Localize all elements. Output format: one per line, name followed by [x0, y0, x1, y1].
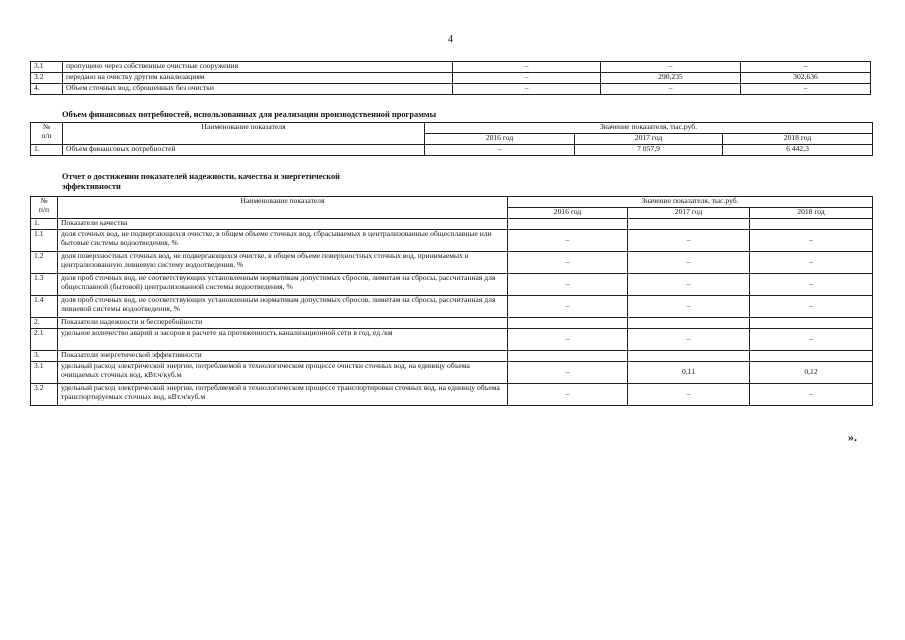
year-header-2016: 2016 год — [508, 208, 628, 219]
row-number: 2.1 — [31, 329, 58, 351]
value-2016: – — [508, 230, 628, 252]
num-header: № п/п — [31, 123, 63, 145]
value-2016: – — [453, 84, 601, 95]
row-number: 3. — [31, 351, 58, 362]
row-name: удельный расход электрической энергии, потребляемой в технологическом процессе очистки сточных вод, на единицу объема очищаемых сточных вод, кВт.ч/куб.м — [58, 362, 508, 384]
name-header: Наименование показателя — [58, 197, 508, 219]
value-2017: – — [628, 230, 750, 252]
table-row — [31, 73, 871, 84]
value-2017: 7 057,9 — [575, 145, 723, 156]
row-name: Показатели энергетической эффективности — [58, 351, 508, 362]
row-number: 1.3 — [31, 274, 58, 296]
row-name: доля сточных вод, не подвергающихся очистке, в общем объеме сточных вод, сбрасываемых в централизованные общесплавные или бытовые системы водоотведения, % — [58, 230, 508, 252]
value-2018: 6 442,3 — [723, 145, 873, 156]
value-2018: – — [750, 329, 873, 351]
value-2016: – — [508, 274, 628, 296]
table-row — [31, 274, 873, 296]
row-name: пропущено через собственные очистные сооружения — [63, 62, 453, 73]
table-row — [31, 362, 873, 384]
section-row — [31, 219, 873, 230]
value-2018: – — [750, 274, 873, 296]
year-header-2018: 2018 год — [750, 208, 873, 219]
value-2017: – — [628, 329, 750, 351]
row-number: 1. — [31, 145, 63, 156]
year-header-2016: 2016 год — [425, 134, 575, 145]
row-name: Показатели надежности и бесперебойности — [58, 318, 508, 329]
value-2017: 0,11 — [628, 362, 750, 384]
value-2016 — [508, 318, 628, 329]
row-name: Объем сточных вод, сброшенных без очистки — [63, 84, 453, 95]
value-2016: – — [508, 329, 628, 351]
section-row — [31, 318, 873, 329]
table-row — [31, 296, 873, 318]
year-header-2017: 2017 год — [628, 208, 750, 219]
value-2017: – — [601, 84, 741, 95]
value-2018: – — [741, 62, 871, 73]
value-2018: – — [750, 252, 873, 274]
row-number: 1. — [31, 219, 58, 230]
row-name: доля поверхностных сточных вод, не подвергающихся очистке, в общем объеме поверхностных сточных вод, принимаемых в централизованную ливневую систему водоотведения, % — [58, 252, 508, 274]
value-2016: – — [508, 252, 628, 274]
value-2017: – — [628, 274, 750, 296]
row-name: доля проб сточных вод, не соответствующих установленным нормативам допустимых сбросов, лимитам на сбросы, рассчитанная для общесплавной (бытовой) централизованной системы водоотведения, % — [58, 274, 508, 296]
row-number: 3.1 — [31, 62, 63, 73]
value-2018: – — [750, 230, 873, 252]
value-2017: – — [628, 296, 750, 318]
value-2018: – — [750, 384, 873, 406]
row-number: 1.4 — [31, 296, 58, 318]
value-2017 — [628, 219, 750, 230]
value-2017 — [628, 351, 750, 362]
year-header-2017: 2017 год — [575, 134, 723, 145]
value-2016: – — [508, 296, 628, 318]
value-2016: – — [453, 73, 601, 84]
financial-needs-table — [30, 122, 873, 156]
header-row — [31, 197, 873, 208]
row-number: 3.2 — [31, 384, 58, 406]
value-2017: – — [628, 252, 750, 274]
closing-quote-mark: ». — [848, 430, 857, 444]
row-name: передано на очистку другим канализациям — [63, 73, 453, 84]
value-2018 — [750, 318, 873, 329]
reliability-indicators-table — [30, 196, 873, 406]
table-row — [31, 384, 873, 406]
num-header: № п/п — [31, 197, 58, 219]
row-number: 2. — [31, 318, 58, 329]
value-2016: – — [508, 384, 628, 406]
table-row — [31, 230, 873, 252]
value-2018 — [750, 219, 873, 230]
value-group-header: Значение показателя, тыс.руб. — [508, 197, 873, 208]
financial-needs-title: Объем финансовых потребностей, использованных для реализации производственной программы — [62, 110, 437, 119]
value-2017 — [628, 318, 750, 329]
row-name: удельный расход электрической энергии, потребляемой в технологическом процессе транспортировки сточных вод, на единицу объема транспортируемых сточных вод, кВт.ч/куб.м — [58, 384, 508, 406]
value-group-header: Значение показателя, тыс.руб. — [425, 123, 873, 134]
reliability-report-title: Отчет о достижении показателей надежности, качества и энергетической эффективности — [62, 172, 340, 192]
row-name: Объем финансовых потребностей — [63, 145, 425, 156]
table-row — [31, 145, 873, 156]
row-number: 1.2 — [31, 252, 58, 274]
row-number: 4. — [31, 84, 63, 95]
table-row — [31, 62, 871, 73]
year-header-2018: 2018 год — [723, 134, 873, 145]
header-row — [31, 123, 873, 134]
row-name: Показатели качества — [58, 219, 508, 230]
row-name: доля проб сточных вод, не соответствующих установленным нормативам допустимых сбросов, лимитам на сбросы, рассчитанная для ливневой системы водоотведения, % — [58, 296, 508, 318]
section-row — [31, 351, 873, 362]
value-2016: – — [453, 62, 601, 73]
value-2018: – — [741, 84, 871, 95]
row-number: 3.1 — [31, 362, 58, 384]
row-number: 1.1 — [31, 230, 58, 252]
value-2016 — [508, 219, 628, 230]
value-2018: – — [750, 296, 873, 318]
name-header: Наименование показателя — [63, 123, 425, 145]
value-2016 — [508, 351, 628, 362]
page-number: 4 — [448, 34, 453, 45]
value-2016: – — [508, 362, 628, 384]
value-2017: – — [601, 62, 741, 73]
value-2017: 290,235 — [601, 73, 741, 84]
value-2017: – — [628, 384, 750, 406]
table-row — [31, 252, 873, 274]
value-2018 — [750, 351, 873, 362]
row-name: удельное количество аварий и засоров в расчете на протяженность канализационной сети в год, ед./км — [58, 329, 508, 351]
table-row — [31, 84, 871, 95]
value-2016: – — [425, 145, 575, 156]
table-row — [31, 329, 873, 351]
value-2018: 0,12 — [750, 362, 873, 384]
wastewater-volume-table — [30, 61, 871, 95]
row-number: 3.2 — [31, 73, 63, 84]
value-2018: 302,636 — [741, 73, 871, 84]
